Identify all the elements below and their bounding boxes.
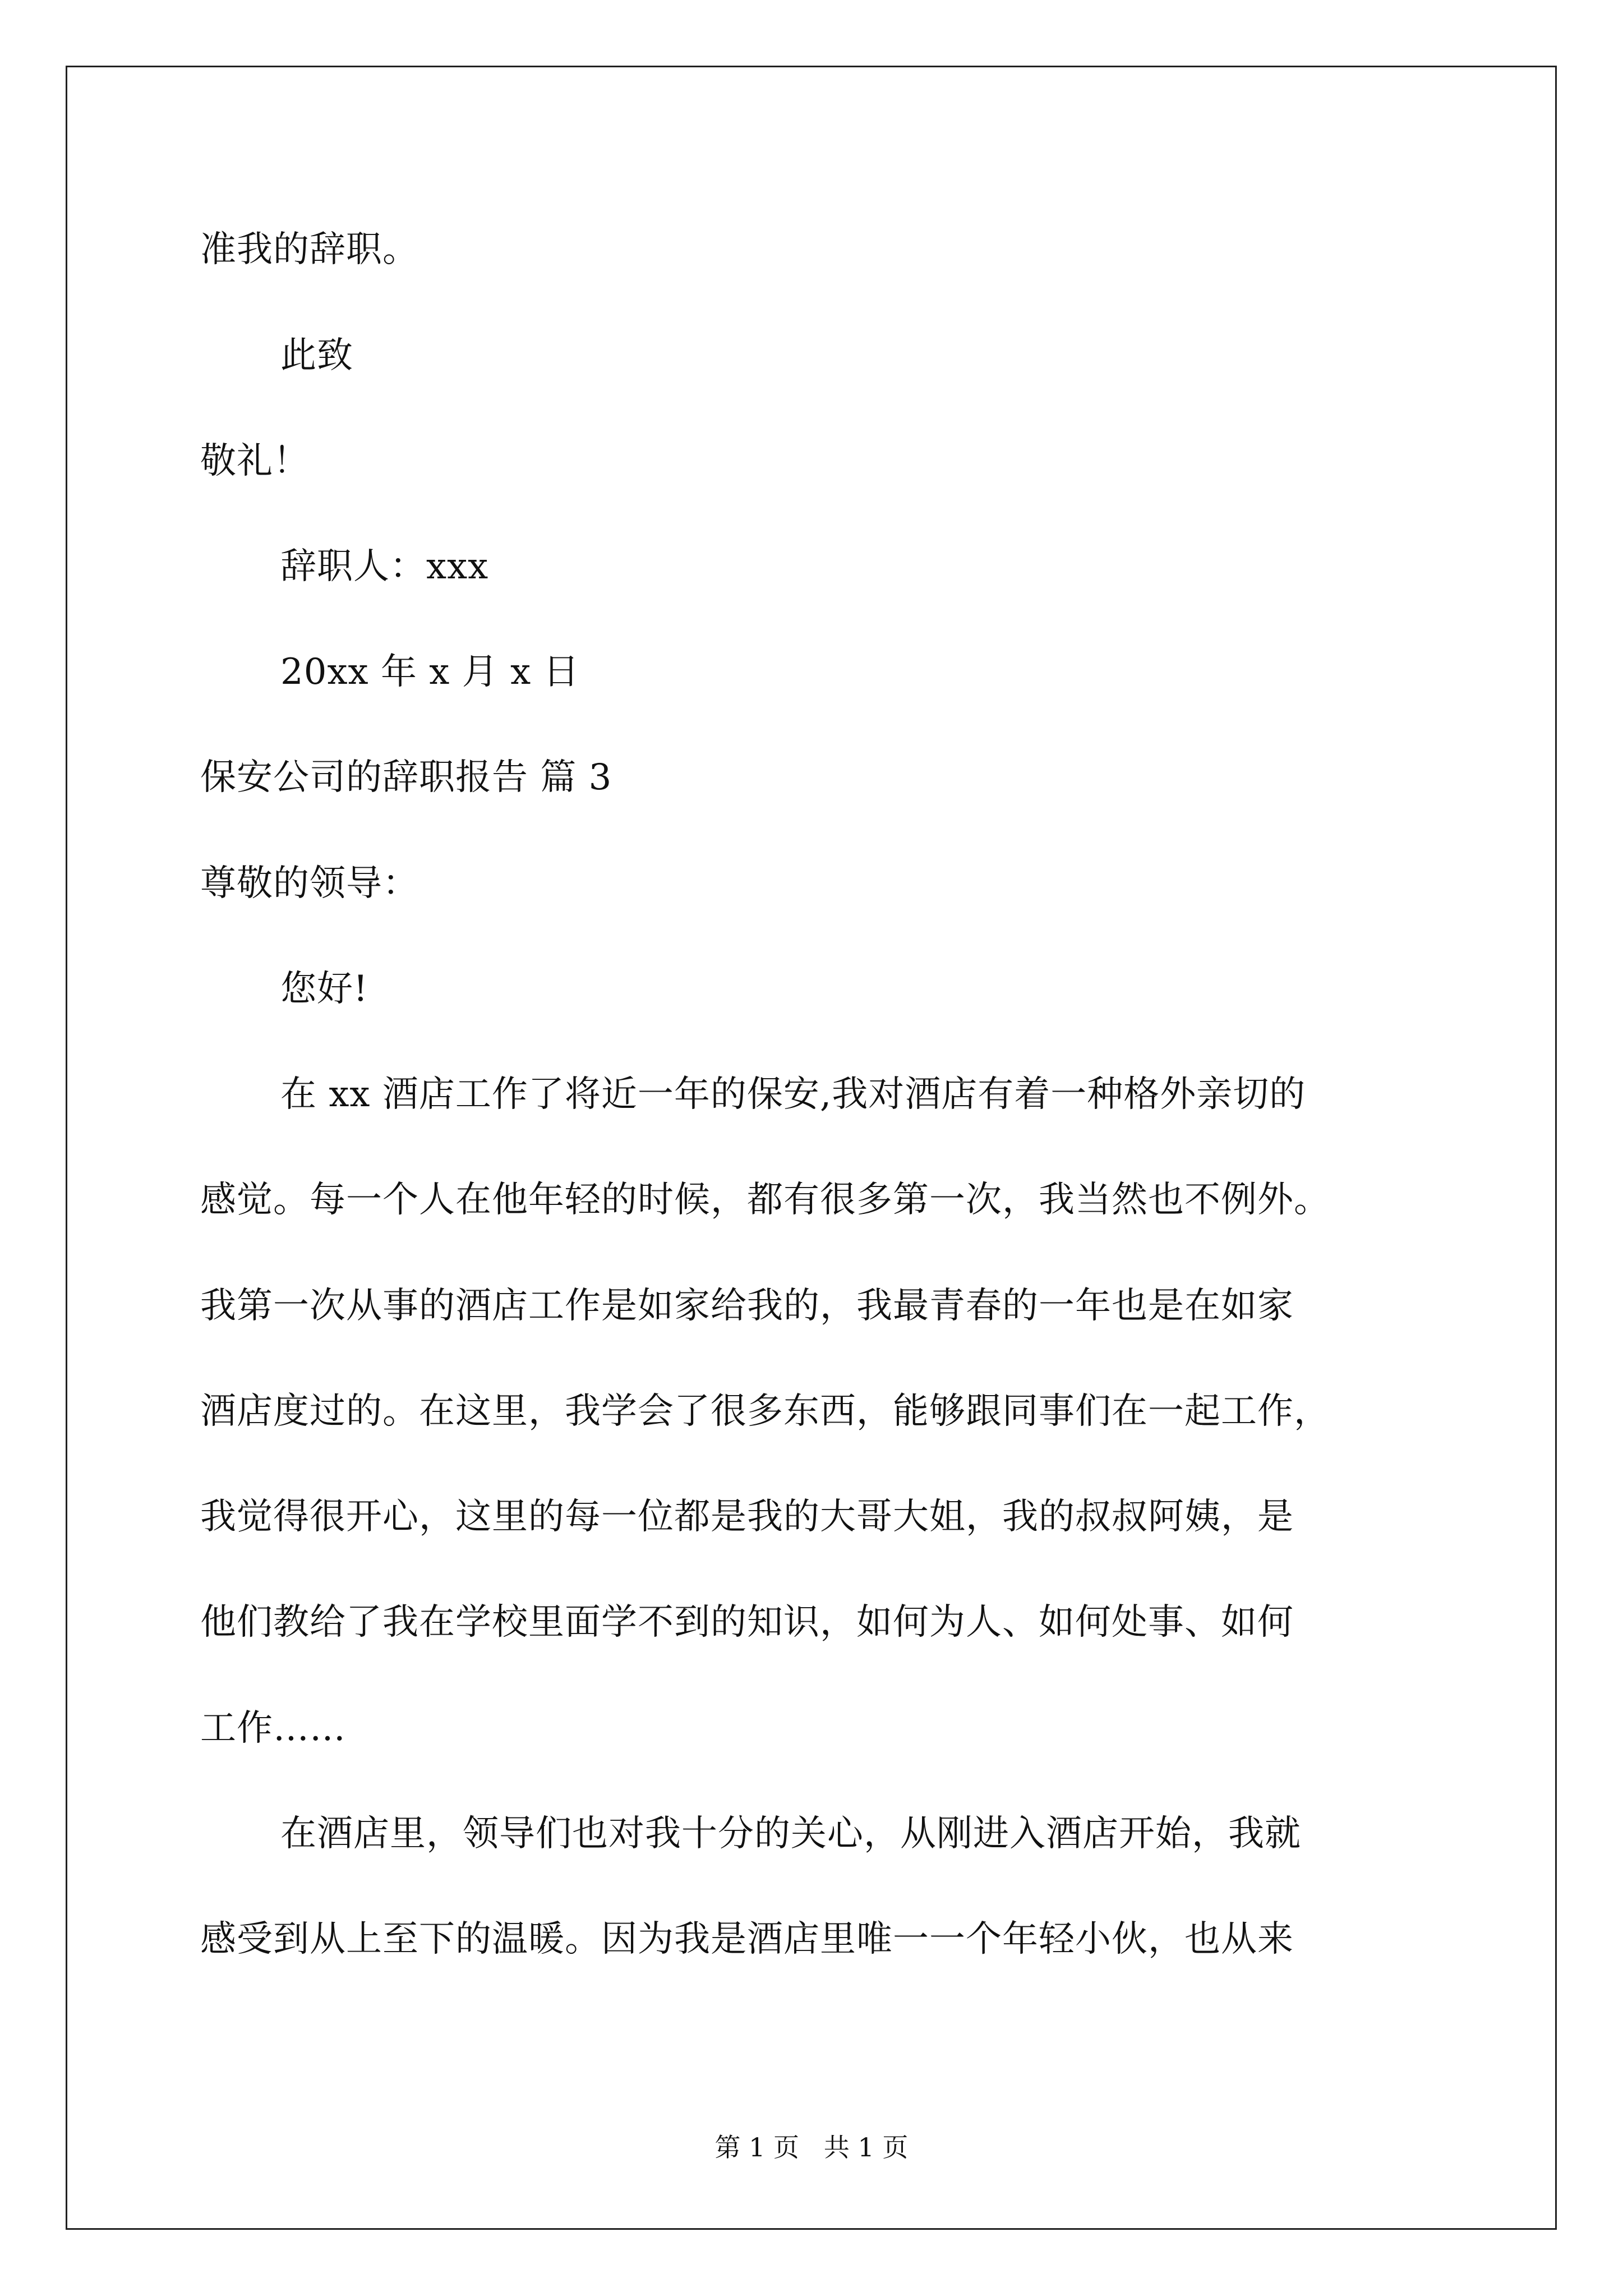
text-line: 感受到从上至下的温暖。因为我是酒店里唯一一个年轻小伙，也从来 [200, 1918, 1294, 1960]
text-line: 我第一次从事的酒店工作是如家给我的，我最青春的一年也是在如家 [200, 1285, 1294, 1327]
text-line: 工作…… [200, 1708, 346, 1749]
text-line: 感觉。每一个人在他年轻的时候，都有很多第一次，我当然也不例外。 [200, 1179, 1330, 1221]
page-border [66, 66, 1557, 2230]
page-footer: 第 1 页 共 1 页 [714, 2132, 909, 2162]
text-line: 酒店度过的。在这里，我学会了很多东西，能够跟同事们在一起工作， [200, 1391, 1330, 1432]
text-line: 辞职人：xxx [280, 546, 489, 587]
text-line: 您好! [280, 968, 368, 1010]
text-line: 敬礼！ [200, 440, 310, 482]
text-line: 在酒店里，领导们也对我十分的关心，从刚进入酒店开始，我就 [280, 1813, 1301, 1855]
text-line: 尊敬的领导： [200, 863, 419, 904]
text-line: 20xx 年 x 月 x 日 [280, 651, 580, 693]
text-line: 我觉得很开心，这里的每一位都是我的大哥大姐，我的叔叔阿姨，是 [200, 1496, 1294, 1538]
text-line: 准我的辞职。 [200, 229, 419, 270]
text-line: 他们教给了我在学校里面学不到的知识，如何为人、如何处事、如何 [200, 1602, 1294, 1643]
text-line: 此致 [280, 335, 353, 376]
section-heading: 保安公司的辞职报告 篇 3 [200, 757, 612, 798]
text-line: 在 xx 酒店工作了将近一年的保安,我对酒店有着一种格外亲切的 [280, 1074, 1306, 1115]
